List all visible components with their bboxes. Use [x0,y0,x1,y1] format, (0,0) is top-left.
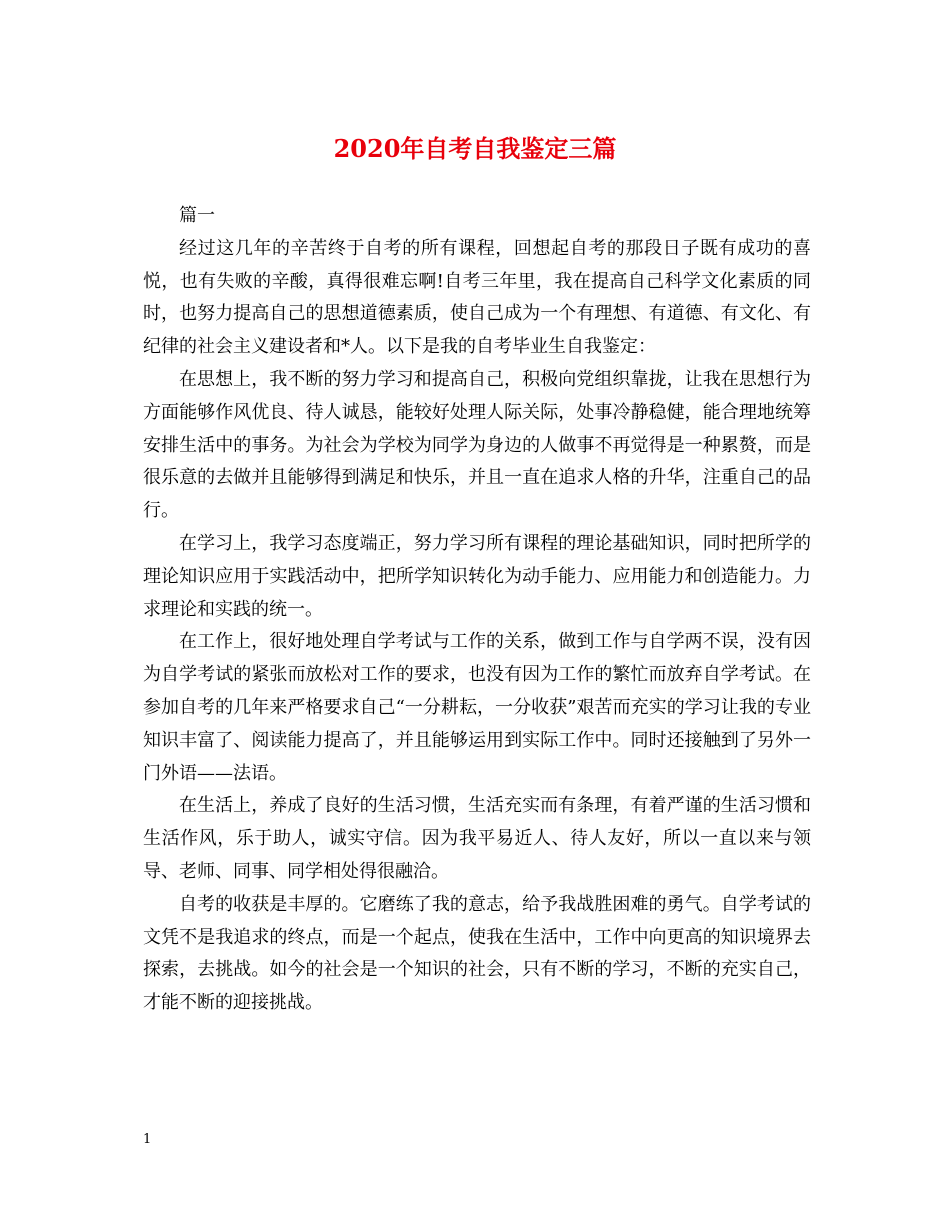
paragraph-intro: 经过这几年的辛苦终于自考的所有课程，回想起自考的那段日子既有成功的喜悦，也有失败的辛酸，真得很难忘啊!自考三年里，我在提高自己科学文化素质的同时，也努力提高自己的思想道德素质，使自己成为一个有理想、有道德、有文化、有纪律的社会主义建设者和*人。以下是我的自考毕业生自我鉴定： [143,237,811,358]
section-heading: 篇一 [179,205,215,226]
paragraph-work: 在工作上，很好地处理自学考试与工作的关系，做到工作与自学两不误，没有因为自学考试的紧张而放松对工作的要求，也没有因为工作的繁忙而放弃自学考试。在参加自考的几年来严格要求自己“一分耕耘，一分收获”艰苦而充实的学习让我的专业知识丰富了、阅读能力提高了，并且能够运用到实际工作中。同时还接触到了另外一门外语——法语。 [143,631,811,784]
paragraph-ideology: 在思想上，我不断的努力学习和提高自己，积极向党组织靠拢，让我在思想行为方面能够作风优良、待人诚恳，能较好处理人际关际，处事冷静稳健，能合理地统筹安排生活中的事务。为社会为学校为同学为身边的人做事不再觉得是一种累赘，而是很乐意的去做并且能够得到满足和快乐，并且一直在追求人格的升华，注重自己的品行。 [143,368,811,522]
paragraph-study: 在学习上，我学习态度端正，努力学习所有课程的理论基础知识，同时把所学的理论知识应用于实践活动中，把所学知识转化为动手能力、应用能力和创造能力。力求理论和实践的统一。 [143,532,811,620]
paragraph-gains: 自考的收获是丰厚的。它磨练了我的意志，给予我战胜困难的勇气。自学考试的文凭不是我追求的终点，而是一个起点，使我在生活中，工作中向更高的知识境界去探索，去挑战。如今的社会是一个知识的社会，只有不断的学习，不断的充实自己，才能不断的迎接挑战。 [143,893,811,1014]
paragraph-life: 在生活上，养成了良好的生活习惯，生活充实而有条理，有着严谨的生活习惯和生活作风，乐于助人，诚实守信。因为我平易近人、待人友好，所以一直以来与领导、老师、同事、同学相处得很融洽。 [143,795,811,882]
page-number: 1 [143,1132,152,1147]
document-title: 2020年自考自我鉴定三篇 [333,134,617,163]
document-body [143,200,811,1020]
